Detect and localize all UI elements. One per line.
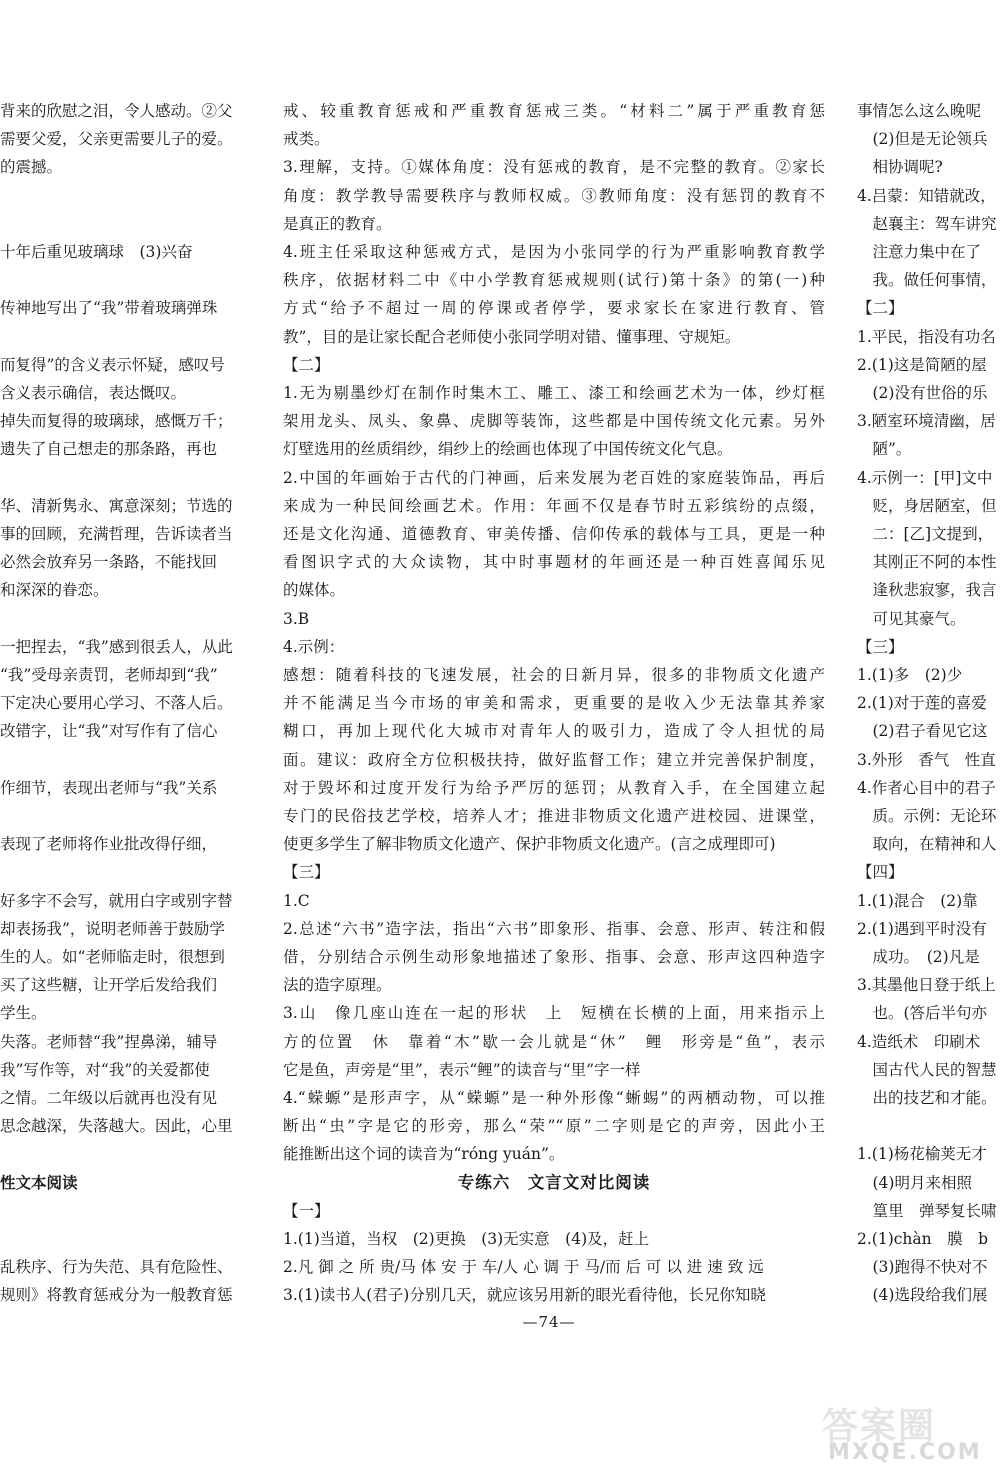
right-column-line: 1.(1)多 (2)少 — [857, 666, 963, 684]
middle-column-line: 还是文化沟通、道德教育、审美传播、信仰传承的载体与工具，更是一种 — [283, 525, 825, 543]
right-column-line: 1.(1)混合 (2)靠 — [857, 891, 978, 910]
right-column-line: 贬，身居陋室，但 — [857, 496, 997, 515]
right-column-line: 取向，在精神和人 — [857, 835, 997, 854]
left-column-line: 的震撼。 — [0, 158, 63, 177]
middle-column-line: 2.凡 御 之 所 贵/马 体 安 于 车/人 心 调 于 马/而 后 可 以 进 速 致 远 — [283, 1258, 764, 1277]
middle-column-line: 【二】 — [283, 355, 330, 374]
right-column-line: (4)选段给我们展 — [857, 1286, 988, 1305]
page-number: —74— — [522, 1313, 576, 1331]
left-column-line — [0, 859, 262, 885]
middle-column-line: 戒类。 — [283, 130, 330, 149]
left-column-line: 性文本阅读 — [0, 1172, 78, 1192]
left-column-line: 需要父爱，父亲更需要儿子的爱。 — [0, 130, 233, 149]
left-column-line: 事的回顾，充满哲理，告诉读者当 — [0, 525, 233, 543]
right-column-line: 【四】 — [857, 863, 904, 882]
middle-column-line: 4.班主任采取这种惩戒方式，是因为小张同学的行为严重影响教育教学 — [283, 243, 825, 261]
right-column-line: 事情怎么这么晚呢 — [857, 102, 982, 120]
left-column-line: 学生。 — [0, 1004, 47, 1023]
middle-column-line: 【三】 — [283, 863, 330, 882]
left-column-line: 含义表示确信，表达慨叹。 — [0, 384, 187, 402]
left-column-line: 我”写作等，对“我”的关爱都使 — [0, 1060, 210, 1079]
right-column-line: 4.造纸术 印刷术 — [857, 1032, 981, 1051]
middle-column-line: 4.示例： — [283, 637, 345, 656]
middle-column-line: 3.B — [283, 609, 310, 628]
left-column-line: 背来的欣慰之泪，令人感动。②父 — [0, 102, 233, 120]
right-column-line: 【二】 — [857, 299, 904, 318]
right-column — [857, 98, 1000, 1315]
left-column-line: 必然会放弃另一条路，不能找回 — [0, 553, 218, 572]
middle-column-line: 2.总述“六书”造字法，指出“六书”即象形、指事、会意、形声、转注和假 — [283, 919, 825, 938]
left-column-line: 作细节，表现出老师与“我”关系 — [0, 778, 218, 797]
left-column-line: 思念越深，失落越大。因此，心里 — [0, 1117, 233, 1136]
left-column-line: 一把捏去，“我”感到很丢人，从此 — [0, 637, 233, 656]
right-column-line: 4.作者心目中的君子 — [857, 778, 996, 797]
middle-column-line: 是真正的教育。 — [283, 214, 392, 233]
right-column-line: 逢秋悲寂寥，我言 — [857, 581, 997, 600]
left-column-line: 表现了老师将作业批改得仔细， — [0, 835, 218, 854]
middle-column-line: 借，分别结合示例生动形象地描述了象形、指事、会意、形声这四种造字 — [283, 948, 825, 966]
right-column-line: 3.外形 香气 性直 — [857, 750, 996, 769]
left-column-line: 乱秩序、行为失范、具有危险性、 — [0, 1258, 233, 1277]
right-column-line: (4)明月来相照 — [857, 1173, 972, 1192]
right-column-line: (3)跑得不快对不 — [857, 1258, 988, 1277]
right-column-line: 成功。 (2)凡是 — [857, 948, 980, 966]
middle-column-line: 角度：教学教导需要秩序与教师权威。③教师角度：没有惩罚的教育不 — [283, 186, 825, 205]
right-column-line: 1.(1)杨花榆荚无才 — [857, 1145, 987, 1164]
middle-column-line: 方的位置 休 靠着“木”歇一会儿就是“休” 鲤 形旁是“鱼”，表示 — [283, 1032, 825, 1051]
middle-column-line: 感想：随着科技的飞速发展，社会的日新月异，很多的非物质文化遗产 — [283, 666, 825, 684]
right-column-line: (2)但是无论领兵 — [857, 130, 988, 149]
middle-column-line: 专门的民俗技艺学校，培养人才；推进非物质文化遗产进校园、进课堂， — [283, 807, 825, 825]
left-column-line — [0, 1141, 262, 1167]
left-column-line — [0, 267, 262, 293]
middle-column-line: 能推断出这个词的读音为“róng yuán”。 — [283, 1145, 565, 1164]
right-column-line: 4.示例一：[甲]文中 — [857, 468, 993, 487]
left-column-line: “我”受母亲责罚，老师却到“我” — [0, 666, 218, 684]
middle-column-line: 对于毁坏和过度开发行为给予严厉的惩罚；从教育入手，在全国建立起 — [283, 778, 825, 797]
left-column-line: 买了这些糖，让开学后发给我们 — [0, 976, 218, 995]
right-column-line: 我。做任何事情， — [857, 271, 997, 290]
middle-column-line: 3.山 像几座山连在一起的形状 上 短横在长横的上面，用来指示上 — [283, 1004, 825, 1023]
left-column-line: 传神地写出了“我”带着玻璃弹珠 — [0, 299, 218, 318]
right-column-line: 2.(1)遇到平时没有 — [857, 919, 987, 938]
middle-column-line: 法的造字原理。 — [283, 976, 392, 995]
left-column-line — [0, 1198, 262, 1224]
middle-column-line: 1.无为剔墨纱灯在制作时集木工、雕工、漆工和绘画艺术为一体，纱灯框 — [283, 384, 825, 402]
left-column-line: 华、清新隽永、寓意深刻；节选的 — [0, 496, 233, 515]
middle-column-line: 教”，目的是让家长配合老师使小张同学明对错、懂事理、守规矩。 — [283, 327, 741, 346]
middle-column-line: 方式“给予不超过一周的停课或者停学，要求家长在家进行教育、管 — [283, 299, 825, 318]
left-column-line: 遗失了自己想走的那条路，再也 — [0, 440, 218, 459]
left-column-line — [0, 803, 262, 829]
right-column-line: 2.(1)这是简陋的屋 — [857, 355, 987, 374]
middle-column-line: 看图识字式的大众读物，其中时事题材的年画还是一种百姓喜闻乐见 — [283, 553, 825, 572]
right-column-line: 篁里 弹琴复长啸 — [857, 1201, 997, 1220]
right-column-line: 1.平民，指没有功名 — [857, 327, 996, 346]
left-column-line — [0, 183, 262, 209]
right-column-line: 其刚正不阿的本性 — [857, 553, 997, 572]
right-column-line: 出的技艺和才能。 — [857, 1089, 997, 1107]
left-column-line — [0, 1226, 262, 1252]
left-column-line: 掉失而复得的玻璃球，感慨万千； — [0, 412, 233, 431]
right-column-line: 2.(1)chàn 膜 b — [857, 1230, 989, 1248]
right-column-line: 陋”。 — [857, 440, 912, 459]
middle-column-line: 并不能满足当今市场的审美和需求，更重要的是收入少无法靠其养家 — [283, 694, 825, 713]
left-column-line: 好多字不会写，就用白字或别字替 — [0, 891, 233, 910]
middle-column-line: 【一】 — [283, 1201, 330, 1220]
middle-column-line: 面。建议：政府全方位积极扶持，做好监督工作；建立并完善保护制度， — [283, 750, 825, 769]
middle-column — [283, 98, 825, 1315]
left-column-line: 之情。二年级以后就再也没有见 — [0, 1089, 218, 1107]
right-column-line: (2)没有世俗的乐 — [857, 384, 988, 402]
left-column — [0, 98, 262, 1315]
watermark-logo-text: 答案圈 — [822, 1406, 937, 1447]
middle-column-line: 戒、较重教育惩戒和严重教育惩戒三类。“材料二”属于严重教育惩 — [283, 102, 825, 120]
left-column-line — [0, 747, 262, 773]
middle-column-line: 1.(1)当道，当权 (2)更换 (3)无实意 (4)及，赶上 — [283, 1230, 650, 1248]
right-column-line: 也。(答后半句亦 — [857, 1004, 988, 1023]
middle-column-line: 使更多学生了解非物质文化遗产、保护非物质文化遗产。(言之成理即可) — [283, 835, 776, 854]
left-column-line — [0, 465, 262, 491]
left-column-line: 失落。老师替“我”捏鼻涕，辅导 — [0, 1032, 218, 1051]
middle-column-line: 架用龙头、凤头、象鼻、虎脚等装饰，这些都是中国传统文化元素。另外 — [283, 412, 825, 431]
right-column-line: 4.吕蒙：知错就改， — [857, 186, 996, 205]
left-column-line — [0, 211, 262, 237]
right-column-line — [857, 1113, 1000, 1139]
left-column-line: 改错字，让“我”对写作有了信心 — [0, 722, 218, 741]
right-column-line: 注意力集中在了 — [857, 243, 982, 261]
left-column-line: 却表扬我”，说明老师善于鼓励学 — [0, 919, 225, 938]
watermark-url: MXQE.COM — [828, 1440, 982, 1465]
middle-column-line: 来成为一种民间绘画艺术。作用：年画不仅是春节时五彩缤纷的点缀， — [283, 496, 825, 515]
middle-column-line: 秩序，依据材料二中《中小学教育惩戒规则(试行)第十条》的第(一)种 — [283, 271, 825, 290]
left-column-line: 和深深的眷恋。 — [0, 581, 109, 600]
middle-column-line: 糊口，再加上现代化大城市对青年人的吸引力，造成了令人担忧的局 — [283, 722, 825, 741]
left-column-line — [0, 606, 262, 632]
right-column-line: 赵襄主：驾车讲究 — [857, 214, 997, 233]
middle-column-line: 专练六 文言文对比阅读 — [457, 1172, 651, 1192]
right-column-line: 国古代人民的智慧 — [857, 1060, 997, 1079]
left-column-line: 生的人。如“老师临走时，很想到 — [0, 948, 225, 966]
middle-column-line: 灯壁选用的丝质绢纱，绢纱上的绘画也体现了中国传统文化气息。 — [283, 440, 733, 459]
left-column-line: 规则》将教育惩戒分为一般教育惩 — [0, 1286, 233, 1305]
left-column-line: 下定决心要用心学习、不落人后。 — [0, 694, 233, 713]
right-column-line: 3.其墨他日登于纸上 — [857, 976, 996, 995]
right-column-line: 相协调呢? — [857, 158, 943, 177]
right-column-line: 质。示例：无论环 — [857, 807, 997, 825]
middle-column-line: 3.理解，支持。①媒体角度：没有惩戒的教育，是不完整的教育。②家长 — [283, 158, 825, 177]
middle-column-line: 它是鱼，声旁是“里”，表示“鲤”的读音与“里”字一样 — [283, 1060, 641, 1079]
middle-column-line: 的媒体。 — [283, 581, 346, 600]
left-column-line: 十年后重见玻璃球 (3)兴奋 — [0, 243, 193, 261]
left-column-line — [0, 324, 262, 350]
middle-column-line: 3.(1)读书人(君子)分别几天，就应该另用新的眼光看待他，长兄你知晓 — [283, 1286, 766, 1305]
right-column-line: 二：[乙]文提到， — [857, 525, 994, 543]
middle-column-line: 4.“蝾螈”是形声字，从“蝾螈”是一种外形像“蜥蜴”的两栖动物，可以推 — [283, 1089, 825, 1107]
left-column-line: 而复得”的含义表示怀疑，感叹号 — [0, 355, 225, 374]
middle-column-line: 断出“虫”字是它的形旁，那么“荣”“原”二字则是它的声旁，因此小王 — [283, 1117, 825, 1136]
middle-column-line: 1.C — [283, 891, 310, 910]
right-column-line: 2.(1)对于莲的喜爱 — [857, 694, 987, 713]
middle-column-line: 2.中国的年画始于古代的门神画，后来发展为老百姓的家庭装饰品，再后 — [283, 468, 825, 487]
right-column-line: 可见其豪气。 — [857, 609, 966, 628]
right-column-line: 【三】 — [857, 637, 904, 656]
right-column-line: 3.陋室环境清幽，居 — [857, 412, 996, 431]
right-column-line: (2)君子看见它这 — [857, 722, 988, 741]
